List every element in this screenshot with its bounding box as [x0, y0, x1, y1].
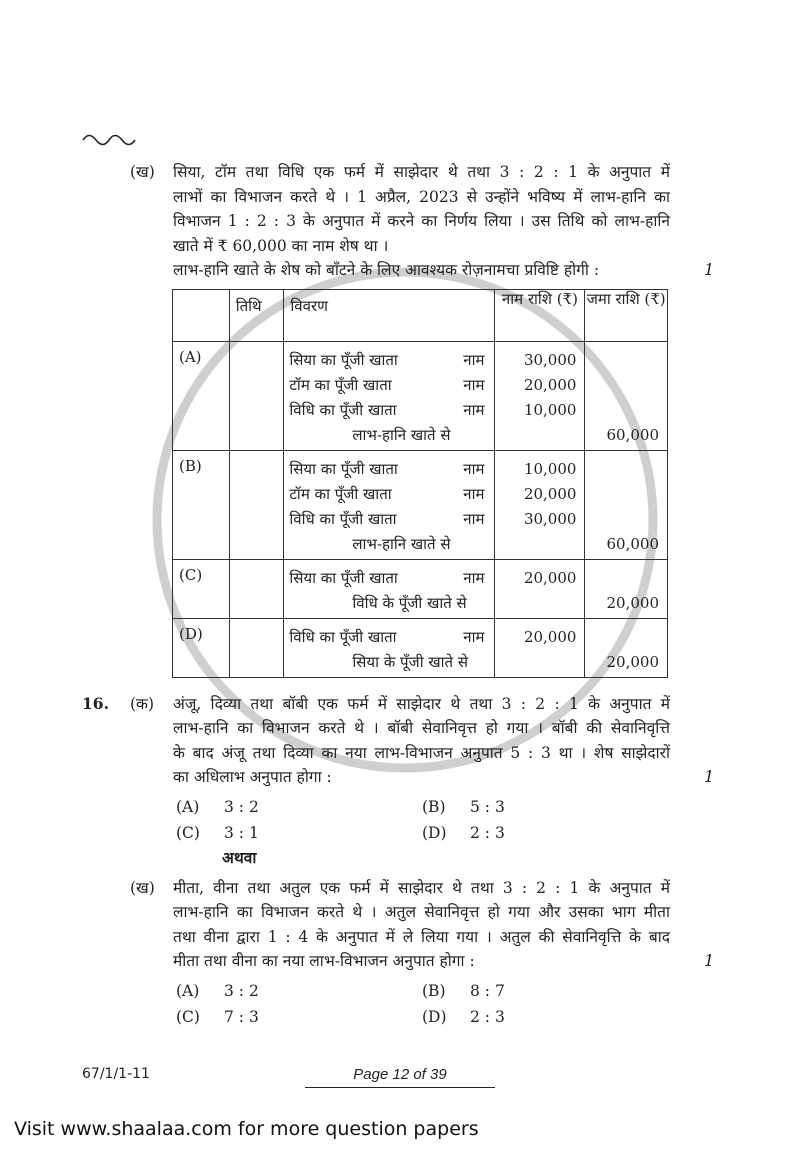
text-line: खाते में ₹ 60,000 का नाम शेष था ।: [173, 236, 389, 255]
particulars-cell: [284, 559, 495, 618]
table-row[interactable]: [173, 450, 668, 559]
account-name: सिया का पूँजी खाता: [289, 568, 398, 587]
dr-label: नाम: [463, 484, 485, 503]
credit-amount-cell: [585, 341, 668, 450]
option[interactable]: [176, 978, 422, 1004]
wave-divider-icon: [82, 132, 138, 148]
account-name: विधि का पूँजी खाता: [289, 400, 397, 419]
blank: [585, 457, 659, 482]
option-label: (D): [422, 823, 447, 842]
question-16a-options: [176, 794, 800, 846]
debit-amount: 20,000: [523, 568, 577, 587]
debit-entry: [284, 373, 494, 398]
date-cell: [229, 618, 284, 677]
option-cell: (B): [173, 450, 230, 559]
credit-amount: 20,000: [606, 652, 659, 671]
debit-entry: [284, 507, 494, 532]
particulars-cell: [284, 341, 495, 450]
question-15b: [82, 160, 800, 283]
option[interactable]: [176, 820, 422, 846]
option[interactable]: [422, 820, 668, 846]
option-label: (A): [176, 981, 200, 1000]
particulars-cell: [284, 450, 495, 559]
blank: [585, 566, 659, 591]
option[interactable]: [422, 794, 668, 820]
question-label: (ख): [130, 878, 155, 897]
option-value[interactable]: 7 : 3: [224, 1007, 259, 1026]
option-value[interactable]: 5 : 3: [470, 797, 505, 816]
credit-amount-cell: [585, 559, 668, 618]
dr-label: नाम: [463, 568, 485, 587]
table-row[interactable]: [173, 559, 668, 618]
table-header: नाम राशि (₹): [495, 289, 585, 341]
blank: [585, 625, 659, 650]
question-number: 16.: [82, 693, 109, 713]
account-name: सिया का पूँजी खाता: [289, 350, 398, 369]
table-header: जमा राशि (₹): [585, 289, 668, 341]
journal-options-table: [172, 289, 668, 678]
table-row[interactable]: [173, 341, 668, 450]
question-16b-text: [173, 876, 670, 974]
table-header: तिथि: [229, 289, 284, 341]
blank: [585, 373, 659, 398]
option-cell: (D): [173, 618, 230, 677]
debit-amount: 20,000: [523, 627, 577, 646]
question-label: (क): [130, 694, 154, 713]
text-line: का अधिलाभ अनुपात होगा :: [173, 768, 332, 786]
text-line: लाभ-हानि का विभाजन करते थे । अतुल सेवानिवृत्त हो गया और उसका भाग मीता: [173, 903, 670, 921]
footer-link[interactable]: Visit www.shaalaa.com for more question papers: [14, 1117, 479, 1140]
dr-label: नाम: [463, 459, 485, 478]
option-value[interactable]: 3 : 1: [224, 823, 259, 842]
text-line: लाभों का विभाजन करते थे । 1 अप्रैल, 2023 से उन्होंने भविष्य में लाभ-हानि का: [173, 187, 670, 206]
question-label: (ख): [130, 163, 155, 181]
debit-amount-cell: [495, 559, 585, 618]
date-cell: [229, 559, 284, 618]
dr-label: नाम: [463, 627, 485, 646]
debit-amount: 20,000: [523, 484, 577, 503]
debit-entry: [284, 566, 494, 591]
paper-code: 67/1/1-11: [82, 1065, 150, 1082]
credit-amount-cell: [585, 618, 668, 677]
dr-label: नाम: [463, 400, 485, 419]
debit-entry: [284, 625, 494, 650]
option-label: (B): [422, 981, 446, 1000]
option-label: (B): [422, 797, 446, 816]
option-label: (D): [422, 1007, 447, 1026]
question-16a: [82, 692, 800, 790]
credit-entry: लाभ-हानि खाते से: [352, 534, 451, 553]
option[interactable]: [176, 1004, 422, 1030]
date-cell: [229, 450, 284, 559]
text-line: तथा वीना द्वारा 1 : 4 के अनुपात में ले लिया गया । अतुल की सेवानिवृत्ति के बाद: [173, 927, 670, 946]
debit-amount-cell: [495, 341, 585, 450]
option[interactable]: [176, 794, 422, 820]
credit-amount: 60,000: [606, 534, 659, 553]
blank: [585, 507, 659, 532]
debit-entry: [284, 348, 494, 373]
text-line: के बाद अंजू तथा दिव्या का नया लाभ-विभाजन अनुपात 5 : 3 था । शेष साझेदारों: [173, 743, 670, 762]
text-line: मीता, वीना तथा अतुल एक फर्म में साझेदार थे तथा 3 : 2 : 1 के अनुपात में: [173, 878, 670, 897]
debit-amount-cell: [495, 618, 585, 677]
debit-amount-cell: [495, 450, 585, 559]
text-line: अंजू, दिव्या तथा बॉबी एक फर्म में साझेदार थे तथा 3 : 2 : 1 के अनुपात में: [173, 694, 670, 713]
debit-amount: 10,000: [523, 400, 577, 419]
debit-amount: 30,000: [523, 350, 577, 369]
option-value[interactable]: 3 : 2: [224, 981, 259, 1000]
option-value[interactable]: 3 : 2: [224, 797, 259, 816]
option-label: (A): [176, 797, 200, 816]
option[interactable]: [422, 978, 668, 1004]
option-value[interactable]: 8 : 7: [470, 981, 505, 1000]
date-cell: [229, 341, 284, 450]
credit-entry: विधि के पूँजी खाते से: [352, 593, 467, 612]
credit-entry: लाभ-हानि खाते से: [352, 425, 451, 444]
page-footer: [82, 1066, 800, 1088]
credit-entry: सिया के पूँजी खाते से: [352, 652, 468, 671]
particulars-cell: [284, 618, 495, 677]
account-name: विधि का पूँजी खाता: [289, 509, 397, 528]
account-name: विधि का पूँजी खाता: [289, 627, 397, 646]
question-15b-text: [173, 160, 670, 283]
table-header: विवरण: [284, 289, 495, 341]
blank: [585, 348, 659, 373]
question-16b: [82, 876, 800, 974]
text-line: विभाजन 1 : 2 : 3 के अनुपात में करने का निर्णय लिया । उस तिथि को लाभ-हानि: [173, 212, 670, 230]
text-line: लाभ-हानि का विभाजन करते थे । बॉबी सेवानिवृत्त हो गया । बॉबी की सेवानिवृत्ति: [173, 719, 670, 737]
option-value[interactable]: 2 : 3: [470, 823, 505, 842]
account-name: टॉम का पूँजी खाता: [289, 375, 392, 394]
blank: [585, 482, 659, 507]
or-label: अथवा: [222, 847, 257, 867]
debit-amount: 10,000: [523, 459, 577, 478]
table-header-row: [173, 289, 668, 341]
option-cell: (A): [173, 341, 230, 450]
debit-amount: 20,000: [523, 375, 577, 394]
account-name: टॉम का पूँजी खाता: [289, 484, 392, 503]
debit-entry: [284, 482, 494, 507]
account-name: सिया का पूँजी खाता: [289, 459, 398, 478]
page-number: Page 12 of 39: [305, 1066, 495, 1088]
question-16b-options: [176, 978, 800, 1030]
debit-entry: [284, 457, 494, 482]
dr-label: नाम: [463, 350, 485, 369]
option[interactable]: [422, 1004, 668, 1030]
credit-amount-cell: [585, 450, 668, 559]
option-label: (C): [176, 1007, 200, 1026]
debit-entry: [284, 398, 494, 423]
dr-label: नाम: [463, 375, 485, 394]
marks: 1: [704, 260, 715, 279]
marks: 1: [704, 951, 715, 970]
question-16a-text: [173, 692, 670, 790]
credit-amount: 60,000: [606, 425, 659, 444]
text-line: लाभ-हानि खाते के शेष को बाँटने के लिए आवश्यक रोज़नामचा प्रविष्टि होगी :: [173, 261, 600, 279]
text-line: सिया, टॉम तथा विधि एक फर्म में साझेदार थे तथा 3 : 2 : 1 के अनुपात में: [173, 163, 670, 181]
option-cell: (C): [173, 559, 230, 618]
text-line: मीता तथा वीना का नया लाभ-विभाजन अनुपात होगा :: [173, 952, 475, 970]
dr-label: नाम: [463, 509, 485, 528]
table-header: [173, 289, 230, 341]
option-label: (C): [176, 823, 200, 842]
debit-amount: 30,000: [523, 509, 577, 528]
option-value[interactable]: 2 : 3: [470, 1007, 505, 1026]
credit-amount: 20,000: [606, 593, 659, 612]
blank: [585, 398, 659, 423]
table-row[interactable]: [173, 618, 668, 677]
marks: 1: [704, 767, 715, 786]
